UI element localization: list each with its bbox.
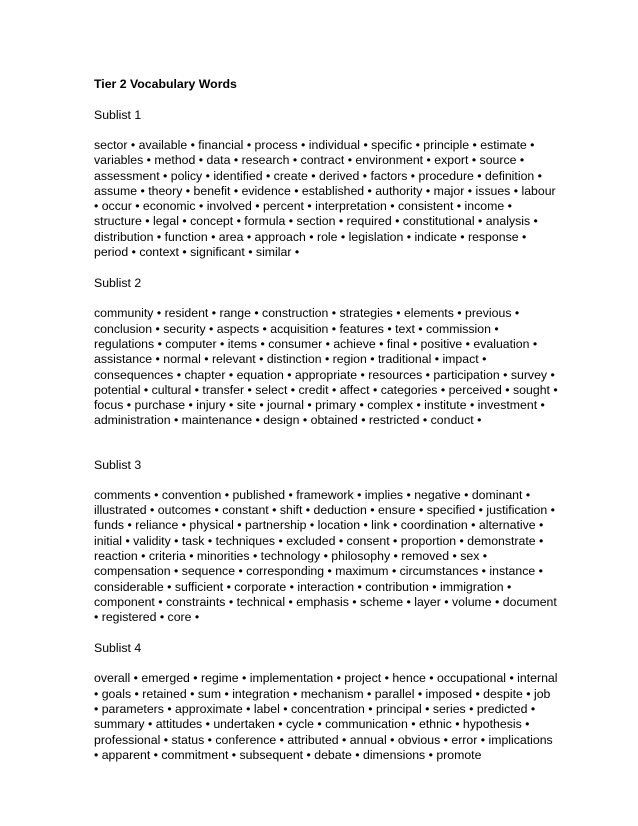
sublist-words: overall • emerged • regime • implementation • project • hence • occupational • internal • goals • retained • sum • integration • mechanism • parallel • imposed • despite • job • parameters • approximate • label • concentration • principal • series • predicted • summary • attitudes • undertaken • cycle • communication • ethnic • hypothesis • professional • status • conference • attributed • annual • obvious • error • implications • apparent • commitment • subsequent • debate • dimensions • promote — [94, 671, 558, 762]
sublist-words: sector • available • financial • process • individual • specific • principle • estimate • variables • method • data • research • contract • environment • export • source • assessment • policy • identified • create • derived • factors • procedure • definition • assume • theory • benefit • evidence • established • authority • major • issues • labour • occur • economic • involved • percent • interpretation • consistent • income • structure • legal • concept • formula • section • required • constitutional • analysis • distribution • function • area • approach • role • legislation • indicate • response • period • context • significant • similar • — [94, 138, 556, 260]
sublist-heading: Sublist 2 — [94, 276, 142, 291]
sublist-4 — [94, 640, 558, 763]
sublist-heading: Sublist 4 — [94, 641, 142, 656]
sublist-heading: Sublist 3 — [94, 457, 142, 472]
sublist-1 — [94, 107, 558, 260]
sublist-3 — [94, 457, 558, 626]
sublist-heading: Sublist 1 — [94, 108, 142, 122]
sublist-2 — [94, 275, 558, 428]
section-spacer — [94, 444, 558, 457]
sublist-words: comments • convention • published • framework • implies • negative • dominant • illustrated • outcomes • constant • shift • deduction • ensure • specified • justification • funds • reliance • physical • partnership • location • link • coordination • alternative • initial • validity • task • techniques • excluded • consent • proportion • demonstrate • reaction • criteria • minorities • technology • philosophy • removed • sex • compensation • sequence • corresponding • maximum • circumstances • instance • considerable • sufficient • corporate • interaction • contribution • immigration • component • constraints • technical • emphasis • scheme • layer • volume • document • registered • core • — [94, 487, 557, 625]
document-title: Tier 2 Vocabulary Words — [94, 77, 237, 91]
sublist-words: community • resident • range • construction • strategies • elements • previous • conclusion • security • aspects • acquisition • features • text • commission • regulations • computer • items • consumer • achieve • final • positive • evaluation • assistance • normal • relevant • distinction • region • traditional • impact • consequences • chapter • equation • appropriate • resources • participation • survey • potential • cultural • transfer • select • credit • affect • categories • perceived • sought • focus • purchase • injury • site • journal • primary • complex • institute • investment • administration • maintenance • design • obtained • restricted • conduct • — [94, 306, 558, 428]
